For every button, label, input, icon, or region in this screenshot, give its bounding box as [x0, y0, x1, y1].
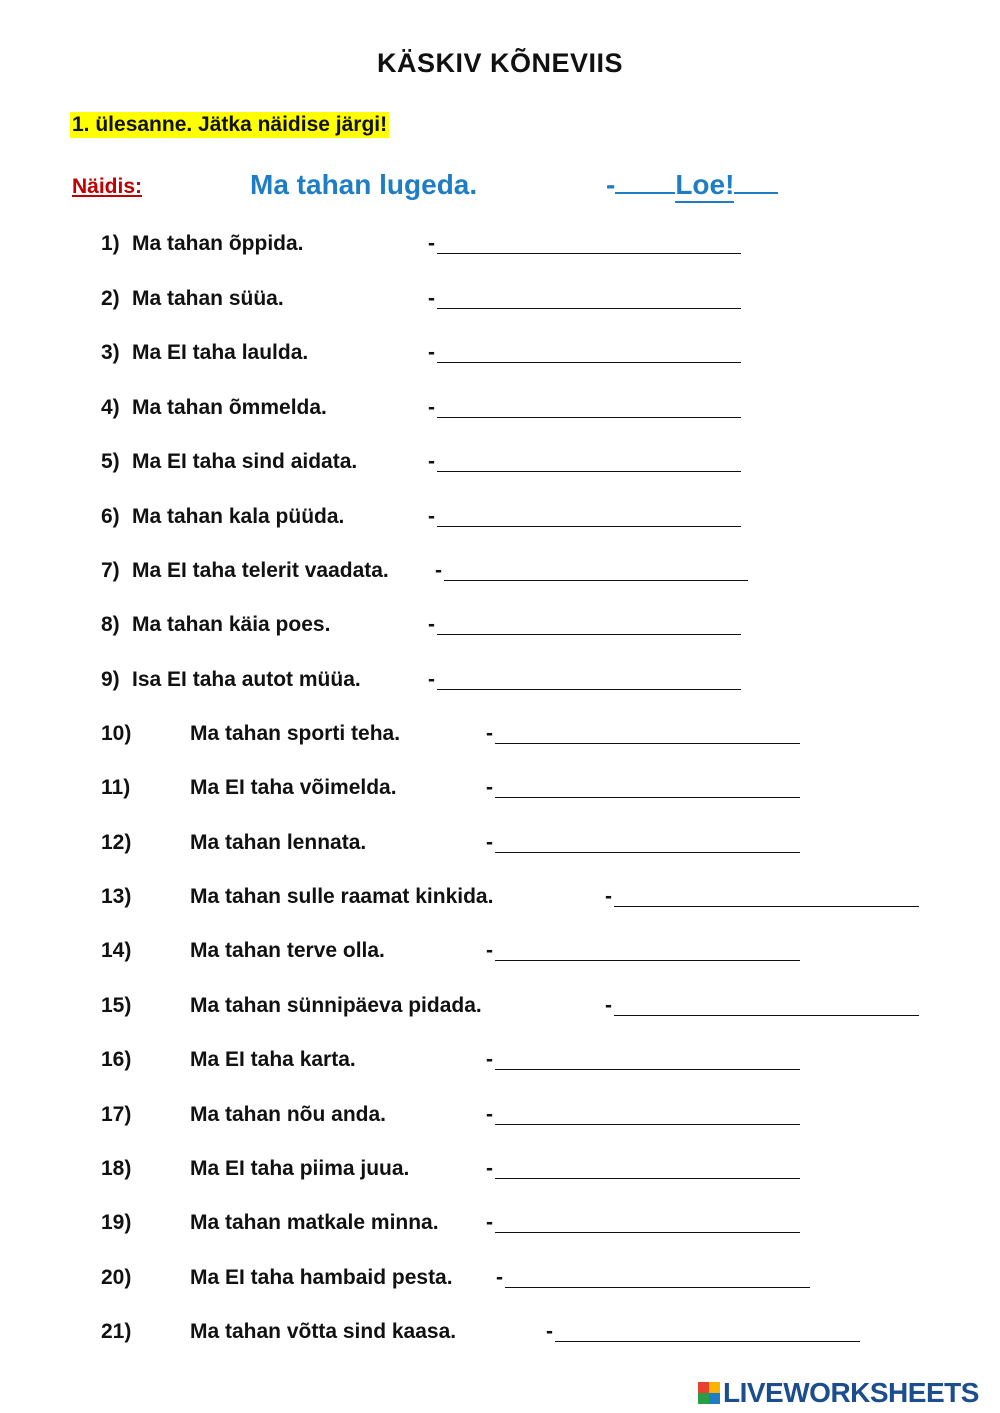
item-dash: - — [428, 232, 435, 255]
item-number: 20) — [101, 1266, 132, 1289]
item-sentence: Ma tahan õppida. — [132, 232, 304, 255]
item-sentence: Ma tahan käia poes. — [132, 613, 331, 636]
task-instruction: 1. ülesanne. Jätka näidise järgi! — [72, 113, 388, 136]
brand-footer — [698, 1377, 979, 1409]
item-dash: - — [605, 885, 612, 908]
item-dash: - — [486, 939, 493, 962]
item-dash: - — [435, 559, 442, 582]
exercise-item — [101, 1266, 814, 1292]
item-number: 17) — [101, 1103, 132, 1126]
exercise-item — [101, 613, 745, 639]
item-sentence: Ma EI taha hambaid pesta. — [190, 1266, 453, 1289]
example-answer-word: Loe! — [675, 169, 734, 203]
exercise-item — [101, 450, 745, 476]
exercise-item — [101, 994, 923, 1020]
answer-blank[interactable] — [505, 1287, 810, 1288]
answer-blank[interactable] — [614, 1015, 919, 1016]
answer-blank[interactable] — [495, 852, 800, 853]
answer-blank[interactable] — [495, 1069, 800, 1070]
item-sentence: Ma EI taha sind aidata. — [132, 450, 358, 473]
exercise-item — [101, 885, 923, 911]
item-number: 10) — [101, 722, 132, 745]
item-sentence: Ma tahan matkale minna. — [190, 1211, 439, 1234]
item-number: 3) — [101, 341, 120, 364]
item-dash: - — [428, 287, 435, 310]
item-sentence: Ma EI taha karta. — [190, 1048, 356, 1071]
item-number: 1) — [101, 232, 120, 255]
example-blank-left — [615, 192, 675, 194]
page-title: KÄSKIV KÕNEVIIS — [376, 48, 624, 78]
item-sentence: Ma tahan sünnipäeva pidada. — [190, 994, 482, 1017]
item-number: 6) — [101, 505, 120, 528]
item-number: 13) — [101, 885, 132, 908]
exercise-item — [101, 722, 804, 748]
item-number: 7) — [101, 559, 120, 582]
item-number: 9) — [101, 668, 120, 691]
item-sentence: Ma tahan sulle raamat kinkida. — [190, 885, 494, 908]
exercise-item — [101, 396, 745, 422]
answer-blank[interactable] — [495, 743, 800, 744]
item-sentence: Ma tahan sporti teha. — [190, 722, 401, 745]
item-number: 19) — [101, 1211, 132, 1234]
item-dash: - — [486, 776, 493, 799]
exercise-item — [101, 1211, 804, 1237]
item-dash: - — [486, 1103, 493, 1126]
item-dash: - — [428, 396, 435, 419]
exercise-item — [101, 1048, 804, 1074]
item-number: 18) — [101, 1157, 132, 1180]
item-number: 11) — [101, 776, 131, 799]
exercise-item — [101, 1320, 864, 1346]
example-label: Näidis: — [72, 175, 143, 198]
item-sentence: Ma EI taha telerit vaadata. — [132, 559, 389, 582]
logo-square-red — [698, 1382, 709, 1393]
item-dash: - — [428, 341, 435, 364]
item-sentence: Ma EI taha piima juua. — [190, 1157, 410, 1180]
item-dash: - — [486, 1211, 493, 1234]
item-number: 8) — [101, 613, 120, 636]
item-dash: - — [486, 722, 493, 745]
item-number: 2) — [101, 287, 120, 310]
liveworksheets-logo-icon — [698, 1382, 720, 1404]
logo-square-green — [698, 1393, 709, 1404]
exercise-item — [101, 1157, 804, 1183]
item-dash: - — [428, 668, 435, 691]
item-number: 14) — [101, 939, 132, 962]
example-blank-right — [734, 192, 778, 194]
item-dash: - — [486, 1157, 493, 1180]
answer-blank[interactable] — [495, 1178, 800, 1179]
item-number: 21) — [101, 1320, 132, 1343]
item-number: 16) — [101, 1048, 132, 1071]
item-dash: - — [428, 450, 435, 473]
answer-blank[interactable] — [614, 906, 919, 907]
item-sentence: Ma tahan õmmelda. — [132, 396, 327, 419]
item-dash: - — [428, 505, 435, 528]
exercise-item — [101, 559, 752, 585]
item-number: 4) — [101, 396, 120, 419]
exercise-item — [101, 831, 804, 857]
exercise-item — [101, 776, 804, 802]
answer-blank[interactable] — [437, 362, 741, 363]
brand-text: LIVEWORKSHEETS — [723, 1377, 979, 1408]
item-dash: - — [546, 1320, 553, 1343]
item-dash: - — [486, 831, 493, 854]
item-sentence: Ma tahan süüa. — [132, 287, 284, 310]
answer-blank[interactable] — [495, 1124, 800, 1125]
answer-blank[interactable] — [495, 1232, 800, 1233]
item-dash: - — [605, 994, 612, 1017]
exercise-item — [101, 232, 745, 258]
answer-blank[interactable] — [555, 1341, 860, 1342]
answer-blank[interactable] — [495, 797, 800, 798]
logo-square-yellow — [709, 1382, 720, 1393]
answer-blank[interactable] — [444, 580, 748, 581]
item-sentence: Ma tahan nõu anda. — [190, 1103, 387, 1126]
exercise-item — [101, 341, 745, 367]
exercise-item — [101, 939, 804, 965]
item-sentence: Ma tahan terve olla. — [190, 939, 385, 962]
exercise-item — [101, 505, 745, 531]
answer-blank[interactable] — [495, 960, 800, 961]
item-dash: - — [486, 1048, 493, 1071]
exercise-item — [101, 668, 745, 694]
item-sentence: Ma tahan võtta sind kaasa. — [190, 1320, 457, 1343]
example-answer — [606, 169, 778, 203]
item-number: 5) — [101, 450, 120, 473]
example-sentence: Ma tahan lugeda. — [250, 169, 478, 200]
item-sentence: Ma tahan lennata. — [190, 831, 367, 854]
answer-blank[interactable] — [437, 308, 741, 309]
answer-blank[interactable] — [437, 634, 741, 635]
exercise-item — [101, 287, 745, 313]
example-dash: - — [606, 169, 616, 200]
item-number: 12) — [101, 831, 132, 854]
item-sentence: Ma EI taha võimelda. — [190, 776, 397, 799]
item-sentence: Ma tahan kala püüda. — [132, 505, 345, 528]
item-dash: - — [496, 1266, 503, 1289]
answer-blank[interactable] — [437, 471, 741, 472]
item-number: 15) — [101, 994, 132, 1017]
item-sentence: Isa EI taha autot müüa. — [132, 668, 361, 691]
answer-blank[interactable] — [437, 253, 741, 254]
logo-square-blue — [709, 1393, 720, 1404]
item-sentence: Ma EI taha laulda. — [132, 341, 309, 364]
exercise-item — [101, 1103, 804, 1129]
answer-blank[interactable] — [437, 689, 741, 690]
answer-blank[interactable] — [437, 526, 741, 527]
answer-blank[interactable] — [437, 417, 741, 418]
item-dash: - — [428, 613, 435, 636]
